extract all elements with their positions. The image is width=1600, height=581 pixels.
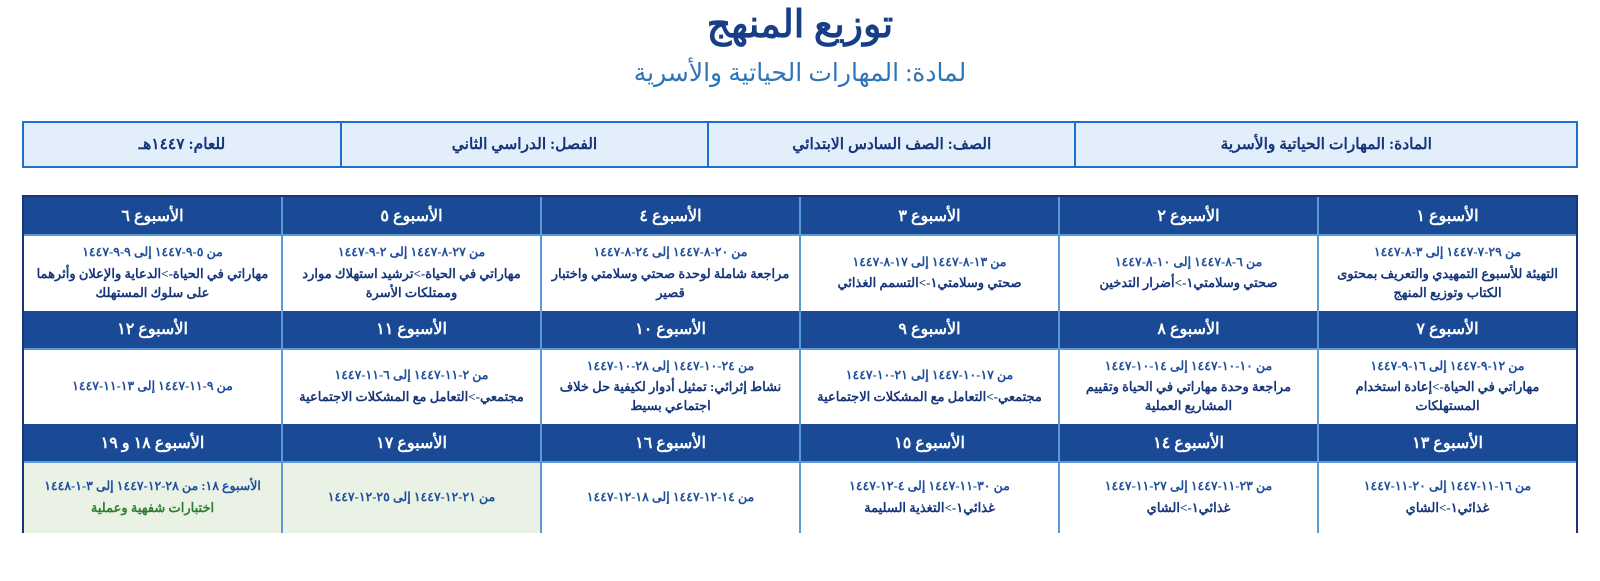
- week-header-8: الأسبوع ٨: [1058, 311, 1317, 348]
- week-cell-15: [799, 463, 1058, 533]
- week-range-5: من ٢٧-٨-١٤٤٧ إلى ٢-٩-١٤٤٧: [337, 245, 486, 260]
- week-range-8: من ١٠-١٠-١٤٤٧ إلى ١٤-١٠-١٤٤٧: [1104, 358, 1273, 373]
- week-topic-13: غذائي١->الشاي: [1405, 500, 1490, 516]
- week-header-17: الأسبوع ١٧: [281, 424, 540, 461]
- week-body-row-3: [24, 461, 1576, 533]
- week-cell-3: [799, 236, 1058, 310]
- week-range-13: من ١٦-١١-١٤٤٧ إلى ٢٠-١١-١٤٤٧: [1363, 479, 1532, 494]
- week-cell-16: [540, 463, 799, 533]
- title-block: [0, 0, 1600, 90]
- week-topic-2: صحتي وسلامتي١->أضرار التدخين: [1099, 275, 1278, 291]
- week-range-6: من ٥-٩-١٤٤٧ إلى ٩-٩-١٤٤٧: [82, 245, 223, 260]
- week-topic-9: مجتمعي->التعامل مع المشكلات الاجتماعية: [817, 388, 1042, 404]
- week-cell-11: [281, 350, 540, 424]
- week-header-2: الأسبوع ٢: [1058, 197, 1317, 234]
- week-cell-7: [1317, 350, 1576, 424]
- week-range-15: من ٣٠-١١-١٤٤٧ إلى ٤-١٢-١٤٤٧: [849, 479, 1010, 494]
- weeks-table: [22, 195, 1578, 533]
- week-header-18-19: الأسبوع ١٨ و ١٩: [100, 434, 205, 452]
- week-cell-2: [1058, 236, 1317, 310]
- week-topic-3: صحتي وسلامتي١->التسمم الغذائي: [837, 275, 1022, 291]
- week-cell-10: [540, 350, 799, 424]
- week-cell-5: [281, 236, 540, 310]
- week-header-6: الأسبوع ٦: [121, 207, 184, 225]
- week-header-10: الأسبوع ١٠: [540, 311, 799, 348]
- week-range-14: من ٢٣-١١-١٤٤٧ إلى ٢٧-١١-١٤٤٧: [1104, 479, 1273, 494]
- week-cell-18-19: [24, 463, 281, 533]
- week-header-12: الأسبوع ١٢: [117, 321, 188, 339]
- week-range-3: من ١٣-٨-١٤٤٧ إلى ١٧-٨-١٤٤٧: [852, 254, 1007, 269]
- week-topic-11: مجتمعي->التعامل مع المشكلات الاجتماعية: [299, 388, 524, 404]
- week-range-9: من ١٧-١٠-١٤٤٧ إلى ٢١-١٠-١٤٤٧: [845, 368, 1014, 383]
- week-range-12: من ٩-١١-١٤٤٧ إلى ١٣-١١-١٤٤٧: [72, 378, 233, 393]
- week-header-15: الأسبوع ١٥: [799, 424, 1058, 461]
- week-cell-4: [540, 236, 799, 310]
- week-header-11: الأسبوع ١١: [281, 311, 540, 348]
- week-range-18-19: الأسبوع ١٨: من ٢٨-١٢-١٤٤٧ إلى ٣-١-١٤٤٨: [44, 479, 261, 494]
- course-info-bar: [22, 121, 1578, 168]
- week-cell-14: [1058, 463, 1317, 533]
- week-cell-1: [1317, 236, 1576, 310]
- week-topic-1: التهيئة للأسبوع التمهيدي والتعريف بمحتوى الكتاب وتوزيع المنهج: [1337, 265, 1558, 300]
- week-range-7: من ١٢-٩-١٤٤٧ إلى ١٦-٩-١٤٤٧: [1370, 358, 1525, 373]
- week-topic-14: غذائي١->الشاي: [1146, 500, 1231, 516]
- week-header-row-2: [24, 311, 1576, 348]
- week-header-4: الأسبوع ٤: [540, 197, 799, 234]
- week-cell-6: [24, 236, 281, 310]
- page-title: توزيع المنهج: [706, 4, 894, 46]
- week-cell-8: [1058, 350, 1317, 424]
- week-topic-15: غذائي١->التغذية السليمة: [864, 500, 995, 516]
- week-range-10: من ٢٤-١٠-١٤٤٧ إلى ٢٨-١٠-١٤٤٧: [586, 358, 755, 373]
- week-body-row-2: [24, 348, 1576, 424]
- week-header-row-3: [24, 424, 1576, 461]
- info-grade: الصف: الصف السادس الابتدائي: [707, 123, 1074, 166]
- week-cell-13: [1317, 463, 1576, 533]
- week-cell-12: [24, 350, 281, 424]
- page-subtitle: لمادة: المهارات الحياتية والأسرية: [633, 59, 967, 87]
- week-range-17: من ٢١-١٢-١٤٤٧ إلى ٢٥-١٢-١٤٤٧: [327, 490, 496, 505]
- week-topic-4: مراجعة شاملة لوحدة صحتي وسلامتي واختبار قصير: [551, 265, 790, 300]
- week-topic-5: مهاراتي في الحياة->ترشيد استهلاك موارد وممتلكات الأسرة: [302, 265, 521, 300]
- week-range-1: من ٢٩-٧-١٤٤٧ إلى ٣-٨-١٤٤٧: [1373, 245, 1522, 260]
- week-cell-9: [799, 350, 1058, 424]
- week-range-4: من ٢٠-٨-١٤٤٧ إلى ٢٤-٨-١٤٤٧: [593, 245, 748, 260]
- info-subject: المادة: المهارات الحياتية والأسرية: [1074, 123, 1576, 166]
- week-header-16: الأسبوع ١٦: [540, 424, 799, 461]
- week-header-13: الأسبوع ١٣: [1317, 424, 1576, 461]
- week-topic-7: مهاراتي في الحياة->إعادة استخدام المستهلكات: [1355, 379, 1540, 414]
- week-header-9: الأسبوع ٩: [799, 311, 1058, 348]
- info-year: للعام: ١٤٤٧هـ: [138, 136, 226, 154]
- week-topic-8: مراجعة وحدة مهاراتي في الحياة وتقييم المشاريع العملية: [1085, 379, 1292, 414]
- week-range-2: من ٦-٨-١٤٤٧ إلى ١٠-٨-١٤٤٧: [1114, 254, 1263, 269]
- week-topic-6: مهاراتي في الحياة->الدعاية والإعلان وأثرهما على سلوك المستهلك: [36, 265, 269, 300]
- week-topic-18-19: اختبارات شفهية وعملية: [90, 500, 215, 516]
- week-header-3: الأسبوع ٣: [799, 197, 1058, 234]
- week-header-row-1: [24, 197, 1576, 234]
- week-header-14: الأسبوع ١٤: [1058, 424, 1317, 461]
- week-cell-17: [281, 463, 540, 533]
- info-semester: الفصل: الدراسي الثاني: [340, 123, 707, 166]
- week-header-7: الأسبوع ٧: [1317, 311, 1576, 348]
- week-range-16: من ١٤-١٢-١٤٤٧ إلى ١٨-١٢-١٤٤٧: [586, 490, 755, 505]
- week-header-1: الأسبوع ١: [1317, 197, 1576, 234]
- week-body-row-1: [24, 234, 1576, 310]
- week-topic-10: نشاط إثرائي: تمثيل أدوار لكيفية حل خلاف اجتماعي بسيط: [559, 379, 782, 414]
- week-header-5: الأسبوع ٥: [281, 197, 540, 234]
- week-range-11: من ٢-١١-١٤٤٧ إلى ٦-١١-١٤٤٧: [334, 368, 489, 383]
